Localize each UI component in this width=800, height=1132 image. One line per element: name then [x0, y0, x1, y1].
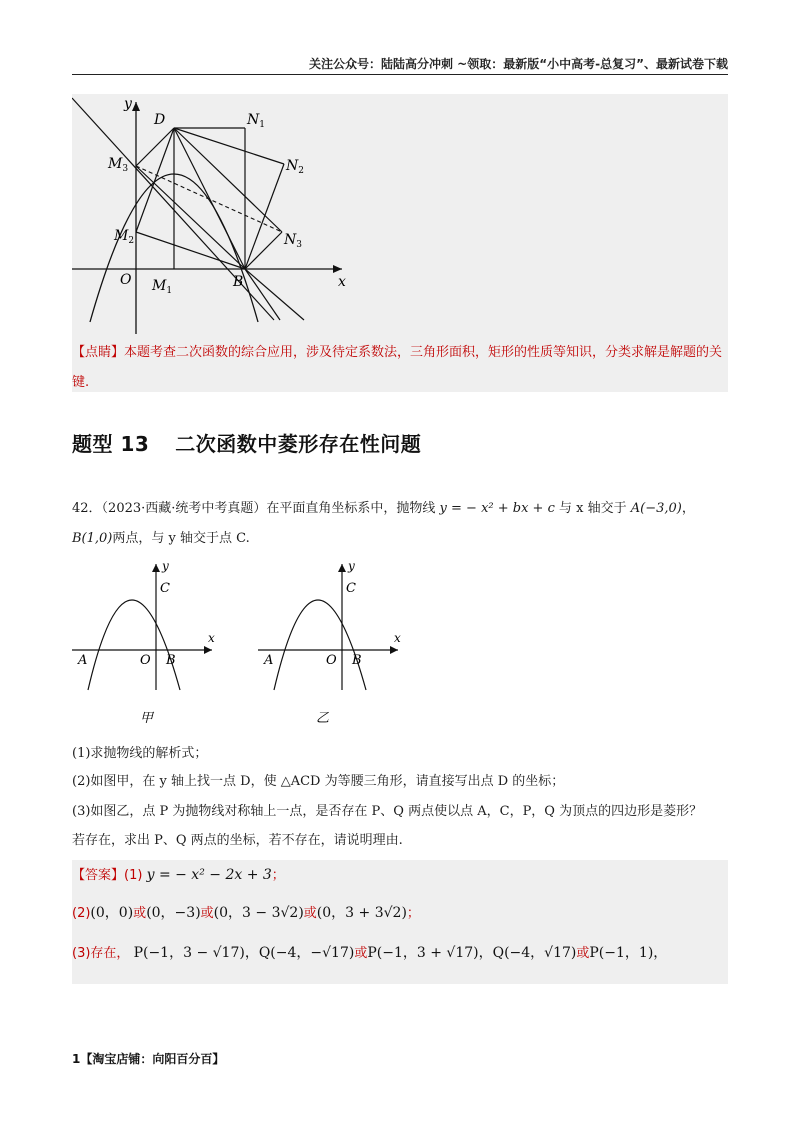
question-point-b: B(1,0): [72, 531, 113, 546]
x-axis-arrow: [333, 265, 342, 273]
yi-label-b: B: [352, 653, 362, 668]
question-intro-c: ，: [681, 501, 695, 516]
answer-3-s1: P(−1，3 − √17)，Q(−4，−√17): [133, 945, 355, 961]
answer-2-or3: 或: [303, 906, 317, 921]
label-y: y: [124, 96, 132, 112]
header-text: 关注公众号：陆陆高分冲刺 ~领取：最新版“小中高考-总复习”、最新试卷下载: [309, 57, 728, 71]
geometry-figure: [72, 94, 402, 334]
answer-2-p2: (0，−3): [146, 905, 201, 921]
yi-label-c: C: [346, 581, 356, 596]
yi-label-x: x: [394, 631, 401, 645]
label-b: B: [233, 274, 244, 290]
label-m3: $M_3$: [108, 156, 129, 174]
answer-3-label: (3)存在，: [72, 946, 130, 961]
question-intro-b: 与 x 轴交于: [559, 501, 627, 516]
question-part1: (1)求抛物线的解析式；: [72, 746, 208, 761]
question-line2-text: 两点，与 y 轴交于点 C.: [112, 531, 250, 546]
answer-3-s2: P(−1，3 + √17)，Q(−4，√17): [367, 945, 577, 961]
segment-n3-b: [245, 232, 282, 269]
answer-2-p3: (0，3 − 3√2): [213, 905, 304, 921]
answer-3-s3: P(−1，1)，: [589, 945, 668, 961]
yi-y-arrow: [338, 564, 346, 572]
label-n2: $N_2$: [286, 158, 304, 176]
question-part3b: 若存在，求出 P、Q 两点的坐标，若不存在，请说明理由.: [72, 833, 403, 848]
answer-2-end: ；: [406, 906, 420, 921]
answer-line-2: [72, 902, 728, 925]
jia-label-a: A: [78, 653, 88, 668]
jia-label-o: O: [140, 653, 151, 668]
page-header: [72, 56, 728, 75]
y-axis-arrow: [132, 102, 140, 111]
answer-tag: 【答案】: [72, 868, 125, 883]
answer-2-label: (2): [72, 906, 91, 921]
label-m1: $M_1$: [152, 278, 173, 296]
yi-parabola: [274, 600, 366, 690]
jia-caption: 甲: [140, 711, 154, 726]
dashed-m3-n3: [136, 166, 282, 232]
answer-1-math: y = − x² − 2x + 3: [146, 867, 272, 883]
answer-line-1: [72, 864, 728, 887]
label-m2: $M_2$: [114, 228, 135, 246]
jia-label-y: y: [162, 560, 169, 573]
segment-d-m3: [136, 128, 174, 166]
question-part3a: (3)如图乙，点 P 为抛物线对称轴上一点，是否存在 P、Q 两点使以点 A，C，P，Q 为顶点的四边形是菱形？: [72, 804, 703, 819]
segment-d-n2: [174, 128, 284, 164]
question-line2: [72, 528, 732, 550]
section-title: [72, 428, 421, 457]
section-prefix: 题型 13: [72, 432, 150, 456]
label-n1: $N_1$: [247, 112, 265, 130]
segment-d-b: [174, 128, 245, 269]
jia-label-x: x: [208, 631, 215, 645]
answer-2-or2: 或: [200, 906, 214, 921]
yi-x-arrow: [390, 646, 398, 654]
segment-n2-b: [245, 164, 284, 269]
answer-3-or2: 或: [576, 946, 590, 961]
figure-yi: [258, 560, 401, 726]
answer-box: [72, 860, 728, 984]
question-part2: (2)如图甲，在 y 轴上找一点 D，使 △ACD 为等腰三角形，请直接写出点 D 的坐标；: [72, 774, 565, 789]
solution-figure-box: [72, 94, 728, 392]
jia-y-arrow: [152, 564, 160, 572]
label-n3: $N_3$: [284, 232, 302, 250]
yi-caption: 乙: [316, 711, 330, 726]
label-o: O: [120, 272, 132, 288]
jia-label-c: C: [160, 581, 170, 596]
yi-label-o: O: [326, 653, 337, 668]
dianjing-note: 【点睛】本题考查二次函数的综合应用，涉及待定系数法，三角形面积，矩形的性质等知识，分类求解是解题的关键.: [72, 345, 723, 390]
label-x: x: [338, 274, 346, 290]
question-equation: y = − x² + bx + c: [439, 501, 555, 516]
answer-3-or1: 或: [354, 946, 368, 961]
yi-label-y: y: [348, 560, 355, 573]
section-heading: 二次函数中菱形存在性问题: [175, 432, 422, 456]
jia-x-arrow: [204, 646, 212, 654]
question-point-a: A(−3,0): [630, 501, 682, 516]
jia-label-b: B: [166, 653, 176, 668]
label-d: D: [154, 112, 166, 128]
question-intro-a: 42．（2023·西藏·统考中考真题）在平面直角坐标系中，抛物线: [72, 501, 436, 516]
figure-jia: [72, 560, 215, 726]
answer-2-or1: 或: [133, 906, 147, 921]
answer-1-end: ；: [271, 868, 285, 883]
page-footer: 1【淘宝店铺：向阳百分百】: [72, 1052, 225, 1066]
question-intro: [72, 498, 732, 520]
answer-2-p4: (0，3 + 3√2): [316, 905, 407, 921]
question-figures: [72, 560, 412, 730]
answer-1-label: (1): [124, 868, 143, 883]
answer-2-p1: (0，0): [90, 905, 134, 921]
yi-label-a: A: [264, 653, 274, 668]
answer-line-3: [72, 942, 728, 965]
jia-parabola: [88, 600, 180, 690]
